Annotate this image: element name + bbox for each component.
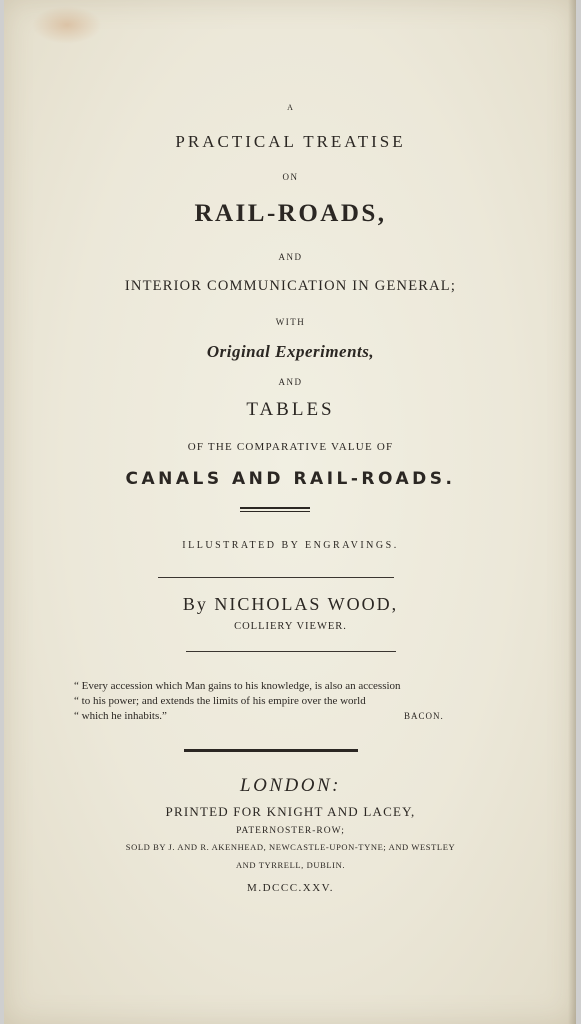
- title-page: [4, 0, 576, 1024]
- illustrated-line: ILLUSTRATED BY ENGRAVINGS.: [182, 540, 399, 551]
- imprint-address: PATERNOSTER-ROW;: [236, 826, 345, 836]
- rule-above-author: [158, 577, 394, 578]
- title-and-1: AND: [278, 252, 303, 262]
- experiments-line: Original Experiments,: [206, 342, 375, 361]
- title-on: ON: [282, 172, 299, 182]
- thick-rule: [184, 749, 358, 752]
- imprint-printer: PRINTED FOR KNIGHT AND LACEY,: [165, 804, 416, 819]
- epigraph-line: “ to his power; and extends the limits of his empire over the world: [74, 695, 366, 707]
- double-rule-top: [240, 507, 310, 509]
- imprint-city: LONDON:: [240, 775, 341, 796]
- rule-below-author: [186, 651, 396, 652]
- title-main: RAIL-ROADS,: [194, 200, 387, 227]
- paper-stain: [32, 6, 102, 44]
- epigraph-line: “ Every accession which Man gains to his knowledge, is also an accession: [74, 680, 401, 692]
- canals-line: CANALS AND RAIL-ROADS.: [125, 469, 456, 489]
- epigraph-line: “ which he inhabits.”: [74, 710, 167, 722]
- comparative-line: OF THE COMPARATIVE VALUE OF: [187, 441, 394, 453]
- title-line-1: PRACTICAL TREATISE: [175, 132, 406, 151]
- imprint-sold-by-2: AND TYRRELL, DUBLIN.: [235, 860, 346, 870]
- tables-heading: TABLES: [246, 399, 335, 420]
- imprint-sold-by-1: SOLD BY J. AND R. AKENHEAD, NEWCASTLE-UPON-TYNE; AND WESTLEY: [125, 842, 456, 852]
- author-line: By NICHOLAS WOOD,: [182, 594, 399, 614]
- title-article: A: [287, 103, 294, 112]
- imprint-year: M.DCCC.XXV.: [247, 882, 334, 894]
- title-and-2: AND: [278, 377, 303, 387]
- subtitle: INTERIOR COMMUNICATION IN GENERAL;: [124, 278, 457, 294]
- page-edge-shadow: [568, 0, 576, 1024]
- author-role: COLLIERY VIEWER.: [234, 621, 347, 632]
- epigraph-attribution: BACON.: [404, 711, 444, 721]
- double-rule-bottom: [240, 511, 310, 512]
- title-with: WITH: [275, 317, 306, 327]
